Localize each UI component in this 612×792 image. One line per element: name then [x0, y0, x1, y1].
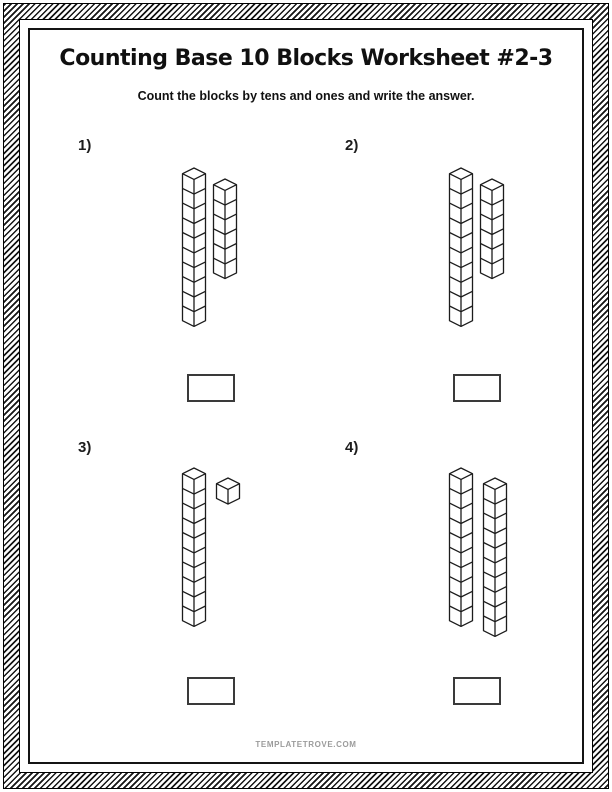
problem-3-base10-blocks — [170, 456, 270, 646]
problem-4-number: 4) — [345, 439, 359, 456]
footer-watermark: TEMPLATETROVE.COM — [255, 740, 357, 749]
problem-2-number: 2) — [345, 137, 359, 154]
problem-1-number: 1) — [78, 137, 92, 154]
problem-4-answer-box[interactable] — [453, 677, 501, 705]
page-title: Counting Base 10 Blocks Worksheet #2-3 — [59, 46, 553, 71]
problem-1-answer-box[interactable] — [187, 374, 235, 402]
problem-1-base10-blocks — [170, 156, 270, 346]
problem-3-number: 3) — [78, 439, 92, 456]
problem-4-base10-blocks — [437, 456, 537, 646]
problem-2-base10-blocks — [437, 156, 537, 346]
problem-3-answer-box[interactable] — [187, 677, 235, 705]
instructions-text: Count the blocks by tens and ones and write the answer. — [137, 89, 475, 103]
problem-2-answer-box[interactable] — [453, 374, 501, 402]
